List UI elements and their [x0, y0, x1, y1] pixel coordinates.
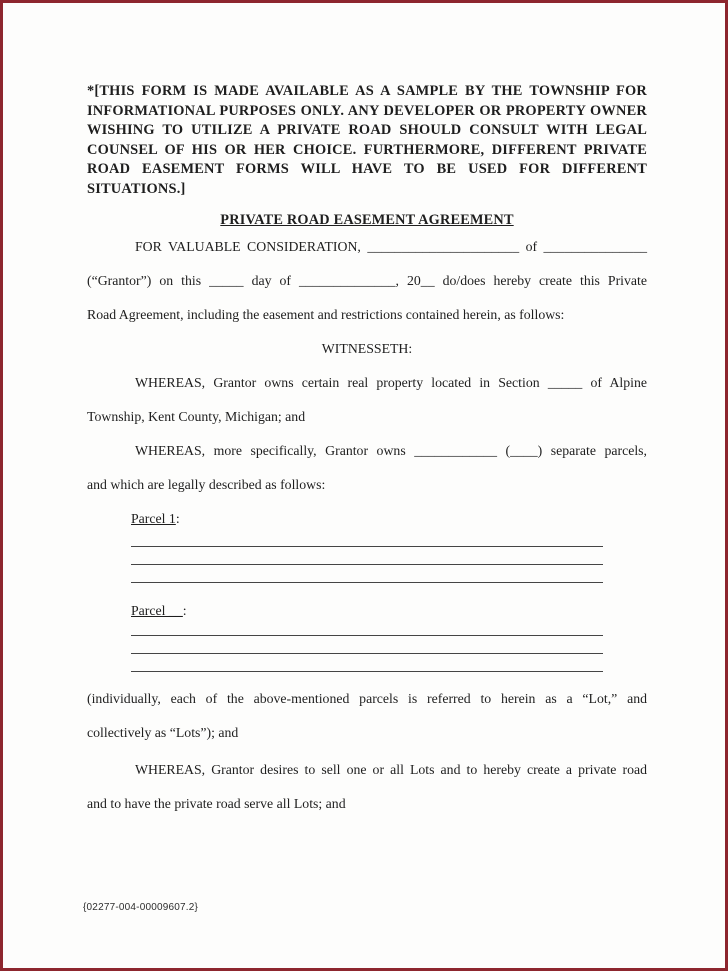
parcel-2-colon: :	[182, 603, 187, 618]
parcel-1-blank-lines	[131, 529, 603, 583]
paragraph-line: FOR VALUABLE CONSIDERATION, ______________________ of _______________	[135, 239, 647, 254]
paragraph-line: (“Grantor”) on this _____ day of ______________, 20__ do/does hereby create this Private	[87, 273, 647, 288]
paragraph-line: and which are legally described as follows:	[87, 477, 326, 492]
blank-rule	[131, 654, 603, 672]
disclaimer-line: ROAD EASEMENT FORMS WILL HAVE TO BE USED FOR DIFFERENT	[87, 161, 647, 177]
footer-doc-number: {02277-004-00009607.2}	[83, 902, 199, 913]
document-title: PRIVATE ROAD EASEMENT AGREEMENT	[220, 212, 514, 228]
disclaimer-line: COUNSEL OF HIS OR HER CHOICE. FURTHERMORE, DIFFERENT PRIVATE	[87, 141, 647, 158]
sample-disclaimer-paragraph	[87, 82, 647, 199]
paragraph-line: Township, Kent County, Michigan; and	[87, 409, 306, 424]
disclaimer-line: WISHING TO UTILIZE A PRIVATE ROAD SHOULD CONSULT WITH LEGAL	[87, 122, 647, 138]
paragraph-line: WHEREAS, Grantor desires to sell one or all Lots and to hereby create a private road	[135, 762, 647, 777]
parcel-2-blank-lines	[131, 618, 603, 672]
witnesseth-heading: WITNESSETH:	[321, 341, 413, 356]
whereas-parcels-paragraph	[87, 434, 647, 502]
parcel-2-label-text: Parcel __	[131, 603, 183, 618]
disclaimer-line: SITUATIONS.]	[87, 180, 186, 197]
document-body	[87, 230, 647, 821]
blank-rule	[131, 636, 603, 654]
whereas-sell-paragraph	[87, 753, 647, 821]
blank-rule	[131, 547, 603, 565]
consideration-paragraph	[87, 230, 647, 332]
blank-rule	[131, 565, 603, 583]
whereas-property-paragraph	[87, 366, 647, 434]
disclaimer-line: *[THIS FORM IS MADE AVAILABLE AS A SAMPLE BY THE TOWNSHIP FOR	[87, 83, 647, 99]
blank-rule	[131, 529, 603, 547]
paragraph-line: (individually, each of the above-mentioned parcels is referred to herein as a “Lot,” and	[87, 691, 647, 706]
paragraph-line: WHEREAS, more specifically, Grantor owns ____________ (____) separate parcels,	[135, 443, 647, 458]
parcel-1-label-text: Parcel 1	[131, 511, 176, 526]
blank-rule	[131, 618, 603, 636]
disclaimer-line: INFORMATIONAL PURPOSES ONLY. ANY DEVELOPER OR PROPERTY OWNER	[87, 102, 647, 119]
page-content	[87, 3, 647, 821]
paragraph-line: WHEREAS, Grantor owns certain real property located in Section _____ of Alpine	[135, 375, 647, 390]
paragraph-line: collectively as “Lots”); and	[87, 725, 239, 740]
paragraph-line: and to have the private road serve all Lots; and	[87, 796, 346, 811]
parcel-1-colon: :	[175, 511, 180, 526]
paragraph-line: Road Agreement, including the easement and restrictions contained herein, as follows:	[87, 307, 565, 322]
individually-paragraph	[87, 682, 647, 750]
